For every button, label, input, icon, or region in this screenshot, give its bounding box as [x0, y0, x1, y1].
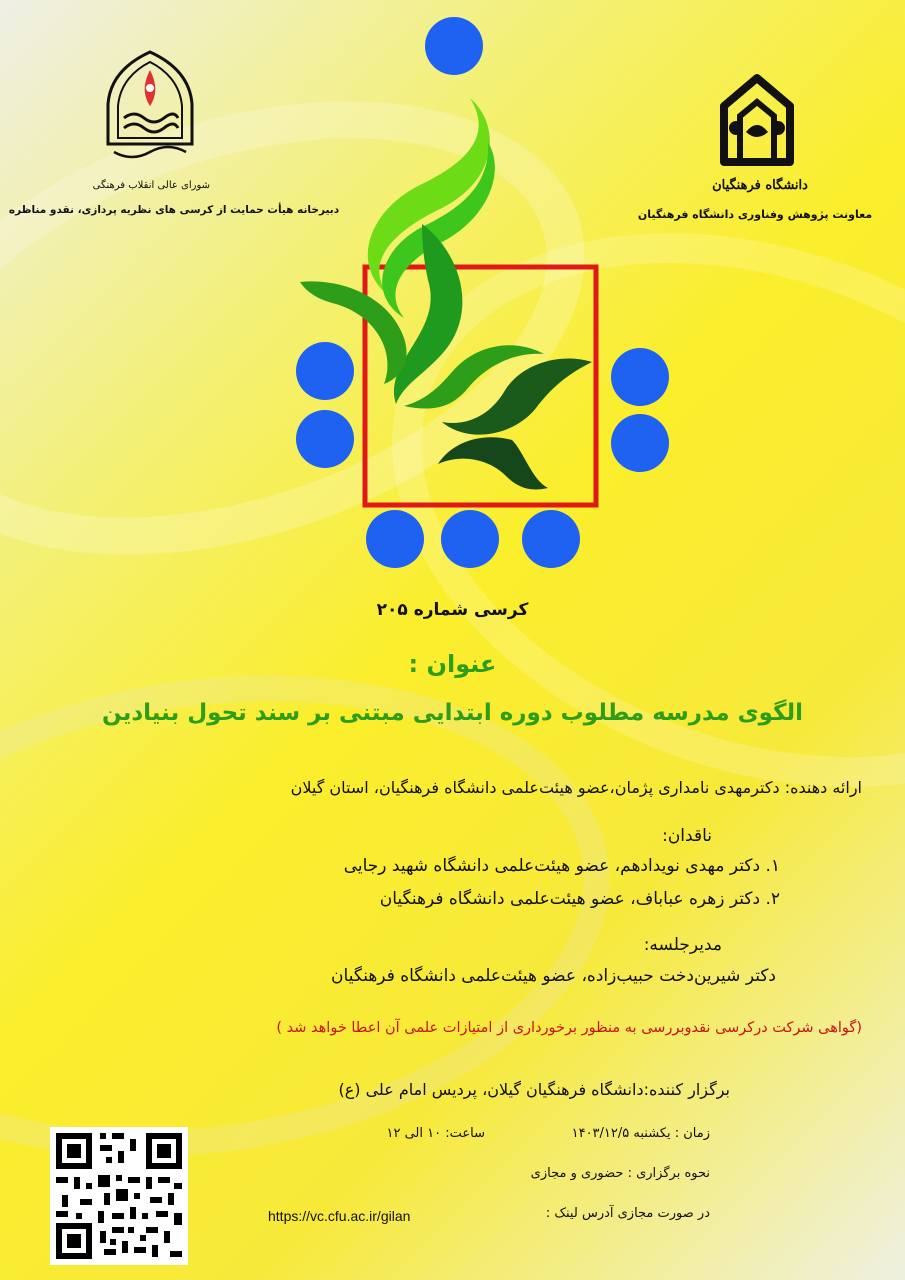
title-label: عنوان :: [408, 650, 497, 678]
seal-text: شورای عالی انقلاب فرهنگی: [92, 180, 210, 191]
link-label: در صورت مجازی آدرس لینک :: [545, 1206, 710, 1221]
link-url[interactable]: https://vc.cfu.ac.ir/gilan: [268, 1208, 411, 1224]
blue-dot: [425, 17, 483, 75]
presenter-line: ارائه دهنده: دکترمهدی نامداری پژمان،عضو هیئت‌علمی دانشگاه فرهنگیان، استان گیلان: [290, 778, 862, 797]
blue-dot: [441, 510, 499, 568]
session-number: کرسی شماره ۲۰۵: [376, 600, 529, 620]
seal-logo-icon: [100, 48, 200, 178]
blue-dot: [611, 348, 669, 406]
moderator-name: دکتر شیرین‌دخت حبیب‌زاده، عضو هیئت‌علمی دانشگاه فرهنگیان: [331, 966, 776, 986]
certificate-note: (گواهی شرکت درکرسی نقدوبررسی به منظور برخورداری از امتیازات علمی آن اعطا خواهد شد ): [276, 1020, 862, 1036]
session-title: الگوی مدرسه مطلوب دوره ابتدایی مبتنی بر سند تحول بنیادین: [102, 700, 803, 726]
blue-dot: [296, 342, 354, 400]
date-label: زمان : یکشنبه ۱۴۰۳/۱۲/۵: [571, 1126, 710, 1141]
right-org-caption: معاونت پژوهش وفناوری دانشگاه فرهنگیان: [637, 208, 873, 221]
blue-dot: [522, 510, 580, 568]
university-logo-text: دانشگاه فرهنگیان: [712, 178, 808, 193]
emblem-icon: [292, 12, 672, 582]
moderator-heading: مدیرجلسه:: [643, 935, 722, 955]
mode-line: نحوه برگزاری : حضوری و مجازی: [530, 1166, 710, 1181]
left-org-caption: دبیرخانه هیأت حمایت از کرسی های نظریه پردازی، نقدو مناظره: [8, 204, 340, 216]
blue-dot: [611, 414, 669, 472]
blue-dot: [366, 510, 424, 568]
hour-label: ساعت: ۱۰ الی ۱۲: [386, 1126, 485, 1141]
qr-code: [50, 1127, 188, 1265]
blue-dot: [296, 410, 354, 468]
organizer-line: برگزار کننده:دانشگاه فرهنگیان گیلان، پردیس امام علی (ع): [338, 1080, 730, 1099]
critic-item: ۲. دکتر زهره عباباف، عضو هیئت‌علمی دانشگاه فرهنگیان: [379, 889, 780, 909]
university-logo-icon: [712, 66, 802, 176]
critics-heading: ناقدان:: [662, 826, 712, 846]
critic-item: ۱. دکتر مهدی نویدادهم، عضو هیئت‌علمی دانشگاه شهید رجایی: [343, 856, 780, 876]
